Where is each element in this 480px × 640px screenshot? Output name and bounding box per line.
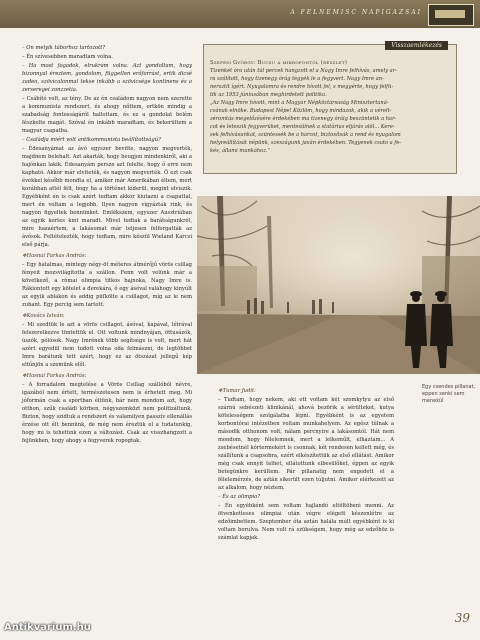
sidebar-line: „Az Nagy Imre hívott, mint a Magyar Népköztársaság Minisztertaná- xyxy=(210,100,389,106)
interview-answer: – Egy hatalmas, mintegy négy-öt méteres átmérőjű vörös csillag fényeit mozsvilágította a szállon. Fenn volt velünk már a következő, a római olimpia titkos bajnoka, Nagy Imre is. Rákiontott egy kötelet a derekára, ő egy ásóval valahogy kinyúlt az egyik ablakon és addig püfkölte a csillagot, míg az le nem zuhant. Egy percig sem tartott. xyxy=(22,262,192,308)
interview-answer: – Mi szedtük le azt a vörös csillagot, ásóval, kapával, létrával felszerelkezve tüntettük el. Ott voltunk mindnyájan, öttusázók, úszók, pólósok. Nagy Imrének több segítsége is volt, mert hát azért egyedül nem tudott volna oda felmászni, de legtöbbet Imre barátunk tett azért, hogy ez az ötszázat jellegű kép eltűnjön a szemünk elől. xyxy=(22,322,192,368)
sidebar-line: Tizenkét óra után túl percek hangzott el a Nagy Imre felhívás, amely ar- xyxy=(210,68,397,74)
interview-answer: – Én szívesebben maradtam volna. xyxy=(22,54,113,60)
sidebar-label: Visszaemlékezés xyxy=(385,41,448,50)
interview-answer: – Én egyébként sem voltam hajlandó eltöltöbeni menni. Az ötvenketteses olimpiai után végre elégett készenlétre az edzőimbettem. Szeptember óta aztán halála múlt egyébként is ki voltam borulva. Nem volt rá szükségem, hogy még az edzőhöz is számlat kapjak. xyxy=(218,503,394,541)
speaker-name: ❖ Kovács István: xyxy=(22,312,192,320)
sidebar-lead: Szepesi György: Bucsu a mikrofontól (részlet) xyxy=(210,60,348,66)
page-number: 39 xyxy=(454,611,470,625)
speaker-name: ❖ Hasnai Farkas András: xyxy=(22,252,192,260)
sidebar-line: zéromtás megelőzésére érdekében ma tizenegy óráig beszüntetik a har- xyxy=(210,116,397,122)
header-logo-icon xyxy=(428,4,474,26)
interview-question: – On melyik táborhoz tartozott? xyxy=(22,45,106,51)
street-photo xyxy=(197,196,480,374)
watermark-text: Antikvarium.hu xyxy=(4,622,91,633)
sidebar-line: ra szólított, hogy tizenegy órág tegyék le a fegyvert. Nagy Imre an- xyxy=(210,76,384,82)
sidebar-line: sek felhívásunkat, szüntessék be a harcot, biztosítsák a rend és nyugalom xyxy=(210,132,401,138)
sidebar-line: nersztit ígért. Nyugalomra és rendre hívott fel, s meggérte, hogy felfü- xyxy=(210,84,394,90)
recollection-sidebar xyxy=(203,44,457,174)
sidebar-line: kés, állami munkához.” xyxy=(210,148,271,154)
speaker-name: ❖ Tumar Judit: xyxy=(218,387,394,395)
interview-answer: – Édesanyámat az ávó egyszer bevitte, nagyon megverték, majdnem belehalt. Azt akarták, hogy beugjon mindenkiről, aki a hajónkan lakik. Édesanyám persze azt felelte, hogy ő erre nem kapható. Akkor már elviteték, és nagyon megverték. Ő ezt csak évekkel később mondta el, amikor már Amerikában éltem, mert korábban attól félt, hogy ha a történet kiderül, megint elviszik. Egyébként én is csak azért tudtam akkor kiutazni a csapattal, mert én voltam a legjobb. Ilyen nagyon vigyáztak rink, és nagyon figyeltek bennünket. Emlékszem, egyszer Ausztriában az egyik kertes kint maradt. Mivel tudtak a barátságunkról, mire hazaértem, a lakásomat már teljesen felforgatták az ávósok. Feltételezték, hogy tudtam, mire készül Wieland Karcsi első párja. xyxy=(22,146,192,248)
interview-answer: – A forradalom megtelése a Vörös Csillag szállóból névre, igazából nem értett, természetesen nem is érhetett meg. Mi jóformán csak a sportban éltünk, bár nem mondom azt, hogy otthon, szűk családi körben, négyszemközt nem politizáltunk. Bizton, hogy szidtuk a rendszert és valamilyen passzív ellenállás érzése ott élt bennünk, de még nem éreztük el a tudatunkig, hogy mi is tehetünk ezen a változást. Csak az visszhangzott a fejünkben, hogy ahogy a fegyverek ropogtak. xyxy=(22,382,192,444)
sidebar-line: tik az 1953 júniusában meghirdetett politika. xyxy=(210,92,327,98)
interview-question: – Családja miért volt antikommunista beállítottságú? xyxy=(22,137,161,143)
page-header xyxy=(0,0,480,28)
right-text-column xyxy=(218,384,394,543)
interview-question: – És az olimpia? xyxy=(218,494,261,500)
photo-caption: Egy csendes pillanat, eppen senki sem menekül xyxy=(422,384,476,404)
street-photo-illustration xyxy=(197,196,480,374)
left-text-column xyxy=(22,44,192,446)
interview-answer: – Tudtam, hogy nekem, aki ott voltam két szomkytyu az első szárnú sebészeti klinikánál, ahová bezörik a sérülteket, kutya kötelességem szolgálatba lépni. Egyébként is az egyetem korbontórai intézetben voltam munkahelyem. Az egész túlnak a második otthonom volt, nálam percnyire a lakásomtól. Hát nem mondom, hogy félelemnek, mert a lelkeműlt, elhaztam... A zsebésetnél kórtermekért is csonnak, két rendesen kellett még, és szállítunk a csapsobra, ezért elkészítettük az első ellátást. Amikor még csak ennyit telhet, ellátottunk elbesülőket, éppen az egyik betegünkre kerültem. Pár pillanatig nem engedett el a félelemérzés, de aztán sikerült ezen túljutni. Amikor elérkezett az az alkalom, hogy néztem. xyxy=(218,397,394,491)
sidebar-line: csának elnöke. Budapest Népe! Közlöm, hogy mindazok, akik a vérelt- xyxy=(210,108,392,114)
sidebar-line: cot és leteszik fegyverüket, mentesülnek a statárius eljárás alól... Kere- xyxy=(210,124,395,130)
sidebar-text xyxy=(210,59,450,155)
interview-question: – Ha most fogadok, elrukram volna. Azt gondoltam, hogy bizonnyal éreztem, gondolom, független erőforrást, ertik dicsé zadeo, szövicalonmal tekse inkább a szövicsége kontinens és a zerseregei zonzzetia. xyxy=(22,63,192,93)
sidebar-line: helyreállítását népünk, szeszágunk javán érdekében. Tegyenek csato a fe- xyxy=(210,140,401,146)
speaker-name: ❖ Hasnai Farkas András: xyxy=(22,372,192,380)
interview-answer: – Csábító volt, az tény. De az én családom nagyon nem szerette a kommunista rendszert, és ahogy nőttem, ortkön mindig a szabadság fontosságáról hallottam, és ez a gondolat belém fészkelte magát. Szóval én inkább maradtam, és bekerültem a magyar csapatba. xyxy=(22,96,192,134)
header-title: A FELNEMISC NAPIGAZSAI xyxy=(290,9,422,16)
